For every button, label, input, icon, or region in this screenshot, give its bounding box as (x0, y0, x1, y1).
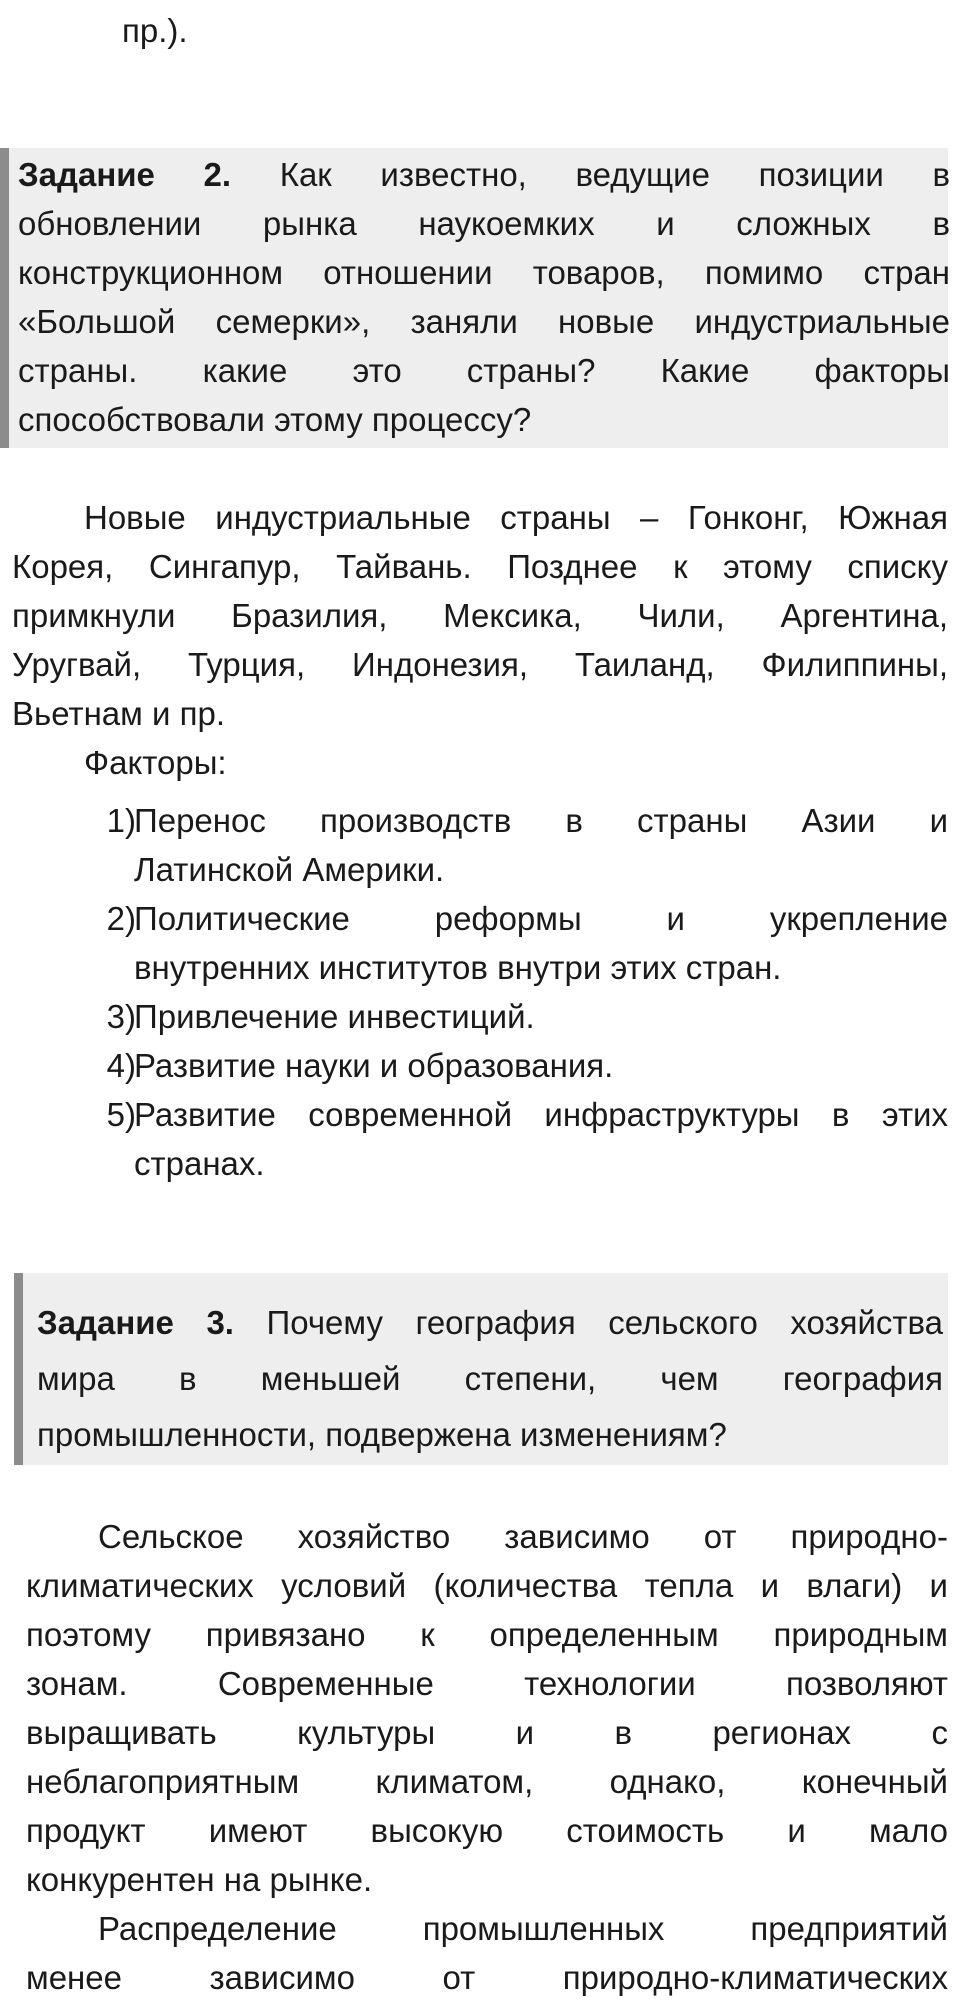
answer-3-line-8: конкурентен на рынке. (26, 1861, 373, 1898)
answer-3-paragraph (26, 1512, 948, 2002)
list-item (94, 1041, 948, 1090)
list-item-number: 4) (106, 1047, 136, 1084)
list-item-line: Политические реформы и укрепление (134, 900, 948, 937)
answer-2-line-3: примкнули Бразилия, Мексика, Чили, Аргентина, (12, 597, 948, 634)
list-item-line: Развитие науки и образования. (134, 1047, 614, 1084)
list-item (94, 796, 948, 894)
task-3-line-3: промышленности, подвержена изменениям? (37, 1416, 727, 1453)
list-item-number: 5) (106, 1096, 136, 1133)
answer-2-paragraph (12, 493, 948, 787)
task-2-line-3: конструкционном отношении товаров, помимо стран (18, 254, 950, 291)
factors-heading: Факторы: (84, 744, 227, 781)
answer-3-line-1: Сельское хозяйство зависимо от природно- (98, 1518, 948, 1555)
task-2-line-5: страны. какие это страны? Какие факторы (18, 352, 950, 389)
task-2-line-1 (18, 150, 950, 199)
answer-3-line-9: Распределение промышленных предприятий (98, 1910, 948, 1947)
answer-3-line-2: климатических условий (количества тепла и влаги) и (26, 1567, 948, 1604)
task-3-box (14, 1273, 948, 1465)
list-item (94, 1090, 948, 1188)
task-2-label: Задание 2. (18, 156, 232, 193)
previous-text-fragment: пр.). (122, 12, 188, 49)
list-item-line: Привлечение инвестиций. (134, 998, 535, 1035)
list-item-number: 2) (106, 900, 136, 937)
list-item-line: Развитие современной инфраструктуры в этих (134, 1096, 948, 1133)
list-item-line: Латинской Америки. (134, 851, 445, 888)
list-item-line: странах. (134, 1145, 265, 1182)
task-2-line-4: «Большой семерки», заняли новые индустриальные (18, 303, 950, 340)
answer-3-line-5: выращивать культуры и в регионах с (26, 1714, 948, 1751)
list-item-line: внутренних институтов внутри этих стран. (134, 949, 782, 986)
task-2-line-6: способствовали этому процессу? (18, 401, 532, 438)
answer-3-line-4: зонам. Современные технологии позволяют (26, 1665, 948, 1702)
task-3-line-1 (37, 1295, 943, 1351)
list-item-number: 3) (106, 998, 136, 1035)
list-item-number: 1) (106, 802, 136, 839)
answer-2-line-1: Новые индустриальные страны – Гонконг, Южная (84, 499, 948, 536)
task-3-line-2: мира в меньшей степени, чем география (37, 1360, 943, 1397)
task-3-text-1: Почему география сельского хозяйства (266, 1304, 943, 1341)
list-item-line: Перенос производств в страны Азии и (134, 802, 948, 839)
list-item (94, 992, 948, 1041)
answer-3-line-3: поэтому привязано к определенным природным (26, 1616, 948, 1653)
factors-list (94, 796, 948, 1188)
list-item (94, 894, 948, 992)
answer-3-line-6: неблагоприятным климатом, однако, конечный (26, 1763, 948, 1800)
answer-2-line-5: Вьетнам и пр. (12, 695, 226, 732)
task-2-line-2: обновлении рынка наукоемких и сложных в (18, 205, 950, 242)
answer-2-line-2: Корея, Сингапур, Тайвань. Позднее к этому списку (12, 548, 948, 585)
task-2-box (0, 148, 948, 448)
answer-3-line-10: менее зависимо от природно-климатических (26, 1959, 948, 1996)
task-3-label: Задание 3. (37, 1304, 234, 1341)
answer-2-line-4: Уругвай, Турция, Индонезия, Таиланд, Филиппины, (12, 646, 948, 683)
task-2-text-1: Как известно, ведущие позиции в (279, 156, 950, 193)
answer-3-line-7: продукт имеют высокую стоимость и мало (26, 1812, 948, 1849)
